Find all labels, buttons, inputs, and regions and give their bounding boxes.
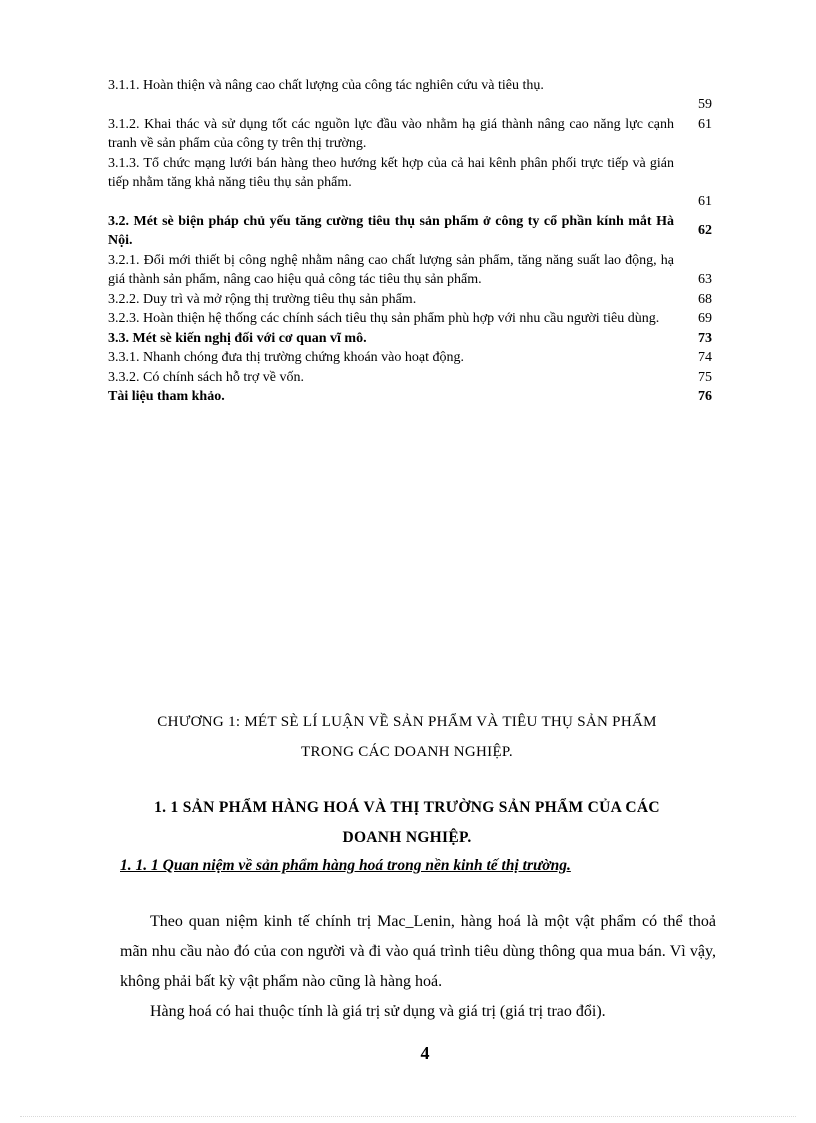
subsection-heading: 1. 1. 1 Quan niệm về sản phẩm hàng hoá trong nền kinh tế thị trường. xyxy=(120,857,571,874)
toc-entry-page: 63 xyxy=(698,272,712,287)
toc-entry xyxy=(108,251,712,290)
toc-entry-page: 75 xyxy=(698,369,712,385)
toc-entry xyxy=(108,76,712,112)
body-paragraph-1: Theo quan niệm kinh tế chính trị Mac_Lenin, hàng hoá là một vật phẩm có thể thoả mãn nhu cầu nào đó của con người và đi vào quá trình tiêu dùng thông qua mua bán. Vì vậy, không phải bất kỳ vật phẩm nào cũng là hàng hoá. xyxy=(120,913,716,990)
toc-entry-page: 62 xyxy=(698,223,712,239)
toc-entry xyxy=(108,348,712,368)
toc-entry-title: 3.2.2. Duy trì và mở rộng thị trường tiêu thụ sản phẩm. xyxy=(108,291,417,307)
toc-entry xyxy=(108,115,712,154)
toc-entry xyxy=(108,154,712,209)
toc-entry xyxy=(108,387,712,407)
toc-entry-title: 3.3. Mét sè kiến nghị đối với cơ quan vĩ mô. xyxy=(108,330,367,346)
toc-entry-title: 3.1.1. Hoàn thiện và nâng cao chất lượng của công tác nghiên cứu và tiêu thụ. xyxy=(108,78,544,93)
toc-entry-title: Tài liệu tham khảo. xyxy=(108,389,225,404)
toc-entry xyxy=(108,290,712,310)
table-of-contents xyxy=(108,76,712,407)
page-number: 4 xyxy=(420,1043,430,1063)
toc-entry-title: 3.1.2. Khai thác và sử dụng tốt các nguồn lực đầu vào nhằm hạ giá thành nâng cao năng lực cạnh tranh về sản phẩm của công ty trên thị trường. xyxy=(108,116,674,151)
page-bottom-divider xyxy=(20,1116,796,1117)
toc-entry-title: 3.3.2. Có chính sách hỗ trợ về vốn. xyxy=(108,369,304,385)
toc-entry xyxy=(108,212,712,251)
toc-entry-title: 3.2. Mét sè biện pháp chủ yếu tăng cường tiêu thụ sản phẩm ở công ty cổ phần kính mắt Hà Nội. xyxy=(108,213,674,248)
toc-entry-page: 61 xyxy=(698,194,712,209)
toc-entry-page: 68 xyxy=(698,291,712,307)
toc-entry xyxy=(108,329,712,349)
toc-entry-page: 74 xyxy=(698,350,712,365)
toc-entry-title: 3.2.1. Đổi mới thiết bị công nghệ nhằm nâng cao chất lượng sản phẩm, tăng năng suất lao động, hạ giá thành sản phẩm, nâng cao hiệu quả công tác tiêu thụ sản phẩm. xyxy=(108,252,674,287)
toc-entry xyxy=(108,368,712,388)
toc-entry xyxy=(108,309,712,329)
toc-entry-title: 3.1.3. Tổ chức mạng lưới bán hàng theo hướng kết hợp của cả hai kênh phân phối trực tiếp và gián tiếp nhằm tăng khả năng tiêu thụ sản phẩm. xyxy=(108,155,674,190)
toc-entry-page: 76 xyxy=(698,389,712,404)
section-heading-line-2: DOANH NGHIỆP. xyxy=(342,829,472,846)
chapter-title-line-1: CHƯƠNG 1: MÉT SÈ LÍ LUẬN VỀ SẢN PHẨM VÀ TIÊU THỤ SẢN PHẨM xyxy=(157,714,657,730)
toc-entry-page: 73 xyxy=(698,330,712,346)
toc-entry-title: 3.2.3. Hoàn thiện hệ thống các chính sách tiêu thụ sản phẩm phù hợp với nhu cầu người tiêu dùng. xyxy=(108,311,660,326)
body-paragraph-2: Hàng hoá có hai thuộc tính là giá trị sử dụng và giá trị (giá trị trao đổi). xyxy=(150,1003,606,1020)
toc-entry-page: 59 xyxy=(698,97,712,112)
toc-entry-page: 69 xyxy=(698,311,712,326)
section-heading-line-1: 1. 1 SẢN PHẨM HÀNG HOÁ VÀ THỊ TRƯỜNG SẢN PHẨM CỦA CÁC xyxy=(154,799,660,816)
toc-entry-page: 61 xyxy=(698,116,712,132)
toc-entry-title: 3.3.1. Nhanh chóng đưa thị trường chứng khoán vào hoạt động. xyxy=(108,350,464,365)
chapter-title-line-2: TRONG CÁC DOANH NGHIỆP. xyxy=(301,744,513,760)
